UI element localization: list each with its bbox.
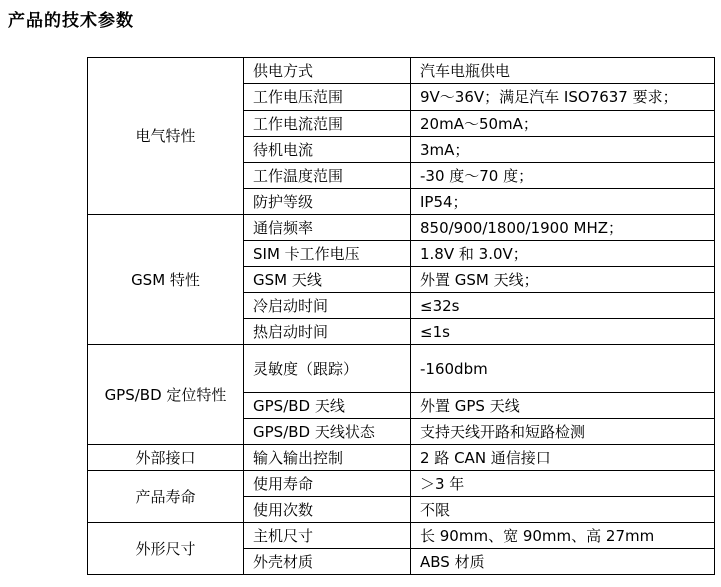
param-value: 850/900/1800/1900 MHZ；: [411, 215, 715, 241]
param-value: 9V～36V；满足汽车 ISO7637 要求；: [411, 84, 715, 111]
table-row: [88, 58, 715, 84]
param-value: ≤1s: [411, 319, 715, 345]
param-name: 主机尺寸: [244, 523, 411, 549]
group-label: 外部接口: [88, 445, 244, 471]
param-value: 汽车电瓶供电: [411, 58, 715, 84]
param-value: ABS 材质: [411, 549, 715, 575]
spec-table: [87, 57, 715, 575]
param-value: ＞3 年: [411, 471, 715, 497]
group-label: GPS/BD 定位特性: [88, 345, 244, 445]
param-name: GPS/BD 天线状态: [244, 419, 411, 445]
param-name: 外壳材质: [244, 549, 411, 575]
group-label: 产品寿命: [88, 471, 244, 523]
param-value: 支持天线开路和短路检测: [411, 419, 715, 445]
param-name: 供电方式: [244, 58, 411, 84]
param-value: -30 度～70 度；: [411, 163, 715, 189]
param-value: IP54；: [411, 189, 715, 215]
param-name: 工作温度范围: [244, 163, 411, 189]
param-name: 通信频率: [244, 215, 411, 241]
group-label: 外形尺寸: [88, 523, 244, 575]
param-name: GSM 天线: [244, 267, 411, 293]
param-name: 防护等级: [244, 189, 411, 215]
param-value: 2 路 CAN 通信接口: [411, 445, 715, 471]
table-row: [88, 215, 715, 241]
table-row: [88, 523, 715, 549]
param-value: 1.8V 和 3.0V；: [411, 241, 715, 267]
param-value: 长 90mm、宽 90mm、高 27mm: [411, 523, 715, 549]
param-name: 冷启动时间: [244, 293, 411, 319]
param-name: SIM 卡工作电压: [244, 241, 411, 267]
param-value: 外置 GPS 天线: [411, 393, 715, 419]
table-row: [88, 445, 715, 471]
param-value: ≤32s: [411, 293, 715, 319]
table-row: [88, 471, 715, 497]
param-name: 工作电压范围: [244, 84, 411, 111]
param-name: 待机电流: [244, 137, 411, 163]
param-value: 20mA～50mA；: [411, 111, 715, 137]
param-name: 灵敏度（跟踪）: [244, 345, 411, 393]
param-name: GPS/BD 天线: [244, 393, 411, 419]
param-value: 不限: [411, 497, 715, 523]
group-label: 电气特性: [88, 58, 244, 215]
param-value: 3mA；: [411, 137, 715, 163]
param-name: 使用寿命: [244, 471, 411, 497]
param-name: 输入输出控制: [244, 445, 411, 471]
param-name: 热启动时间: [244, 319, 411, 345]
param-name: 工作电流范围: [244, 111, 411, 137]
group-label: GSM 特性: [88, 215, 244, 345]
table-row: [88, 345, 715, 393]
param-value: 外置 GSM 天线；: [411, 267, 715, 293]
page-title: 产品的技术参数: [8, 11, 134, 31]
param-value: -160dbm: [411, 345, 715, 393]
param-name: 使用次数: [244, 497, 411, 523]
